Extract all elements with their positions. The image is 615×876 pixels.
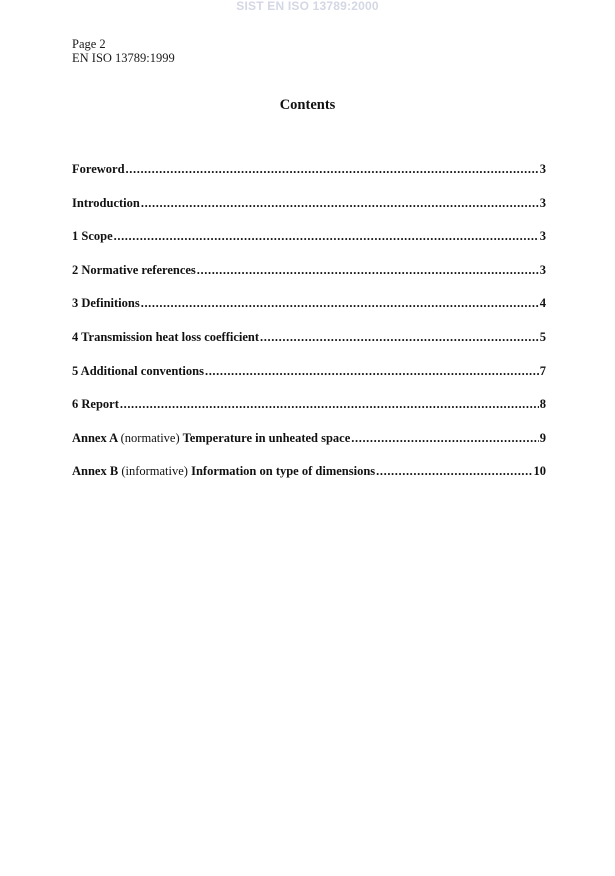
toc-entry-definitions[interactable] <box>72 296 546 330</box>
toc-entry-annex-a[interactable] <box>72 431 546 465</box>
toc-entry-label <box>72 431 350 446</box>
page-title: Contents <box>279 97 336 113</box>
toc-page-number: 7 <box>539 363 546 378</box>
toc-entry-annex-b[interactable] <box>72 464 546 498</box>
toc-dot-leader <box>126 162 539 177</box>
toc-entry-transmission-heat-loss[interactable] <box>72 330 546 364</box>
annex-prefix: Annex B <box>72 464 119 479</box>
toc-page-number: 8 <box>539 397 546 412</box>
toc-entry-label: 2 Normative references <box>72 262 196 277</box>
toc-page-number: 3 <box>539 262 546 277</box>
toc-dot-leader <box>114 229 539 244</box>
toc-page-number: 3 <box>539 195 546 210</box>
toc-dot-leader <box>141 296 539 311</box>
toc-dot-leader <box>141 196 539 211</box>
toc-entry-label: Introduction <box>72 195 140 210</box>
toc-dot-leader <box>260 330 539 345</box>
toc-entry-label: Foreword <box>72 162 125 176</box>
annex-title: Information on type of dimensions <box>191 464 376 479</box>
document-reference: EN ISO 13789:1999 <box>72 51 175 65</box>
toc-dot-leader <box>120 397 539 412</box>
toc-page-number: 10 <box>533 464 546 479</box>
toc-entry-additional-conventions[interactable] <box>72 364 546 398</box>
toc-dot-leader <box>351 431 538 446</box>
toc-entry-normative-references[interactable] <box>72 263 546 297</box>
toc-entry-scope[interactable] <box>72 229 546 263</box>
toc-dot-leader <box>197 263 539 278</box>
annex-title: Temperature in unheated space <box>182 430 351 445</box>
toc-page-number: 5 <box>539 329 546 344</box>
toc-page-number: 3 <box>539 229 546 244</box>
toc-entry-label: 6 Report <box>72 397 119 412</box>
toc-entry-foreword[interactable] <box>72 162 546 196</box>
toc-entry-label: 1 Scope <box>72 229 113 244</box>
toc-entry-introduction[interactable] <box>72 196 546 230</box>
toc-page-number: 9 <box>539 430 546 445</box>
toc-entry-label: 5 Additional conventions <box>72 363 204 378</box>
page-header <box>72 37 175 65</box>
annex-qualifier: (informative) <box>121 464 188 479</box>
toc-page-number: 3 <box>539 162 546 176</box>
toc-entry-label: 3 Definitions <box>72 296 140 311</box>
annex-prefix: Annex A <box>72 430 118 445</box>
watermark: SIST EN ISO 13789:2000 <box>236 0 379 13</box>
toc-dot-leader <box>205 364 539 379</box>
toc-entry-label: 4 Transmission heat loss coefficient <box>72 329 260 344</box>
annex-qualifier: (normative) <box>120 430 180 445</box>
table-of-contents <box>72 162 546 498</box>
toc-dot-leader <box>376 464 532 479</box>
toc-entry-report[interactable] <box>72 397 546 431</box>
toc-page-number: 4 <box>539 296 546 311</box>
page-number: Page 2 <box>72 37 106 51</box>
toc-entry-label <box>72 464 375 479</box>
